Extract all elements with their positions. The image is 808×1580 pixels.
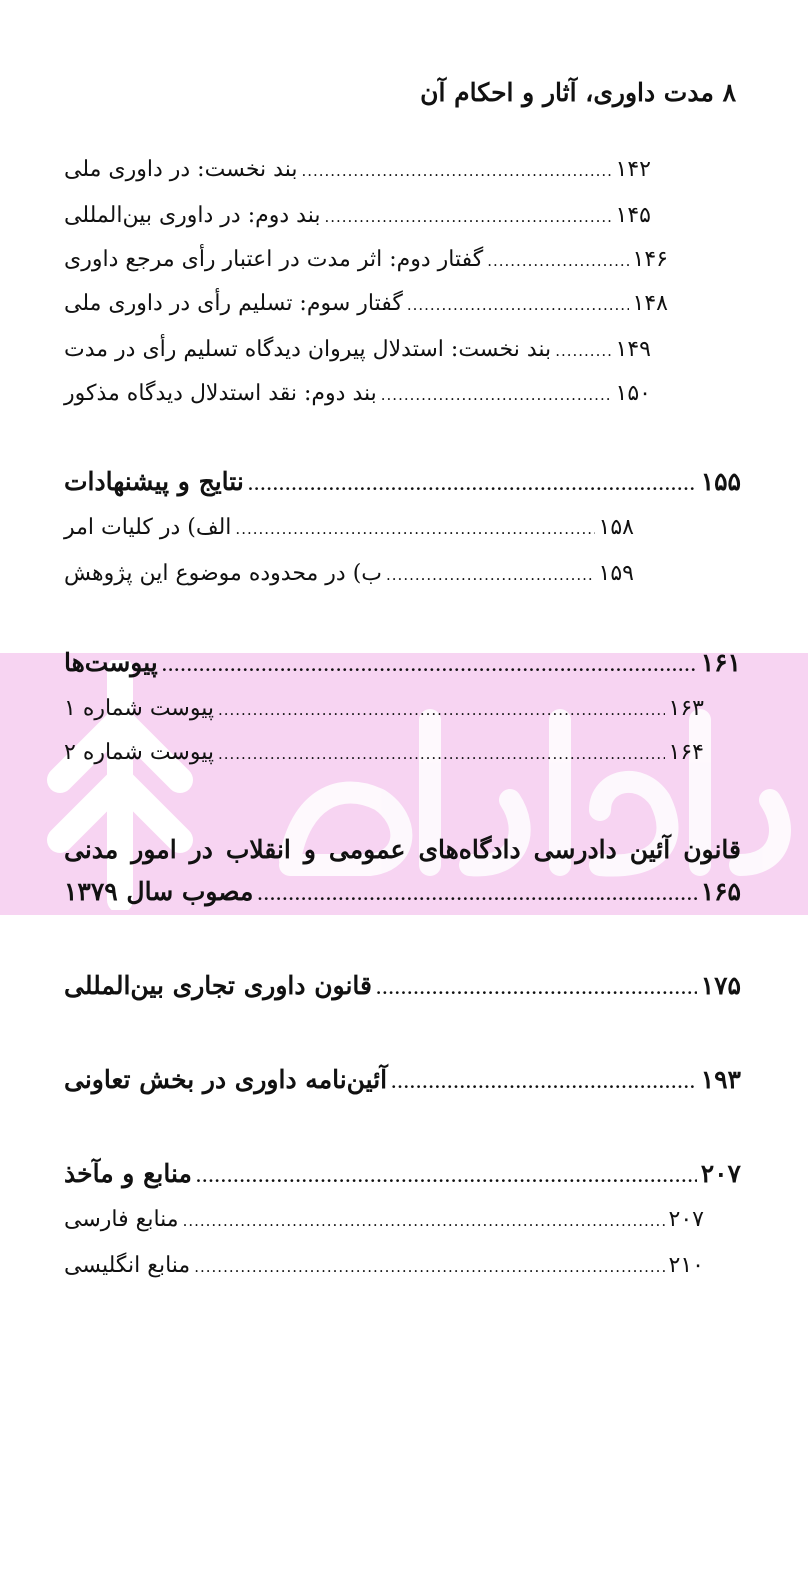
toc-section-label: پیوست‌ها [64,648,158,677]
toc-entry-label: بند نخست: استدلال پیروان دیدگاه تسلیم رأی در مدت [64,337,552,362]
dot-leader [381,375,612,415]
toc-page-number: ۱۴۵ [615,203,651,228]
dot-leader [376,969,697,1009]
toc-entry [64,508,634,548]
dot-leader [386,555,595,595]
dot-leader [324,197,611,237]
toc-entry-label: گفتار دوم: اثر مدت در اعتبار رأی مرجع داوری [64,247,484,272]
toc-entry-label: الف) در کلیات امر [64,515,232,540]
toc-entry-label: بند نخست: در داوری ملی [64,157,298,182]
toc-page-number: ۱۴۲ [615,157,651,182]
dot-leader [194,1247,664,1287]
toc-entry [64,1246,704,1286]
dot-leader [248,465,697,505]
toc-entry-label: منابع فارسی [64,1207,179,1232]
toc-entry-label: پیوست شماره ۲ [64,740,214,765]
toc-section-title-line: قانون آئین دادرسی دادگاه‌های عمومی و انقلاب در امور مدنی [64,835,741,864]
toc-entry [64,240,668,280]
toc-page-number: ۱۴۸ [632,291,668,316]
dot-leader [555,331,611,371]
toc-entry [64,196,651,236]
toc-section [64,643,741,683]
dot-leader [196,1157,697,1197]
toc-page-number: ۱۵۰ [615,381,651,406]
dot-leader [257,875,696,915]
dot-leader [407,285,629,325]
toc-page-number: ۲۰۷ [700,1159,741,1188]
toc-page-number: ۱۷۵ [700,971,741,1000]
toc-entry [64,554,634,594]
toc-entry [64,284,668,324]
toc-entry-label: گفتار سوم: تسلیم رأی در داوری ملی [64,291,403,316]
toc-section-label: قانون داوری تجاری بین‌المللی [64,971,372,1000]
toc-entry [64,733,704,773]
toc-section-label: منابع و مآخذ [64,1159,192,1188]
toc-section-label: مصوب سال ۱۳۷۹ [64,877,254,906]
toc-section [64,1060,741,1100]
toc-page-number: ۲۱۰ [668,1253,704,1278]
toc-section [64,462,741,502]
dot-leader [218,734,665,774]
toc-section-label: آئین‌نامه داوری در بخش تعاونی [64,1065,388,1094]
dot-leader [391,1063,697,1103]
toc-page-number: ۲۰۷ [668,1207,704,1232]
dot-leader [301,151,611,191]
toc-page-number: ۱۶۵ [700,877,741,906]
toc-page-number: ۱۹۳ [700,1065,741,1094]
dot-leader [487,241,628,281]
running-header: ۸ مدت داوری، آثار و احکام آن [420,78,736,107]
toc-page-number: ۱۴۹ [615,337,651,362]
toc-entry [64,1200,704,1240]
toc-entry-label: بند دوم: در داوری بین‌المللی [64,203,321,228]
dot-leader [218,690,665,730]
toc-section [64,872,741,912]
toc-page-number: ۱۶۴ [668,740,704,765]
toc-entry [64,374,651,414]
toc-page-number: ۱۵۹ [598,561,634,586]
dot-leader [235,509,594,549]
toc-entry-label: بند دوم: نقد استدلال دیدگاه مذکور [64,381,377,406]
toc-entry-label: منابع انگلیسی [64,1253,191,1278]
toc-entry [64,330,651,370]
toc-section [64,966,741,1006]
dot-leader [183,1201,665,1241]
dot-leader [162,646,697,686]
toc-entry-label: پیوست شماره ۱ [64,696,214,721]
toc-section [64,1154,741,1194]
toc-entry [64,689,704,729]
toc-section-label: نتایج و پیشنهادات [64,467,244,496]
toc-page-number: ۱۵۵ [700,467,741,496]
toc-entry [64,150,651,190]
toc-page-number: ۱۵۸ [598,515,634,540]
toc-page-number: ۱۴۶ [632,247,668,272]
toc-entry-label: ب) در محدوده موضوع این پژوهش [64,561,383,586]
toc-page-number: ۱۶۱ [700,648,741,677]
toc-page-number: ۱۶۳ [668,696,704,721]
